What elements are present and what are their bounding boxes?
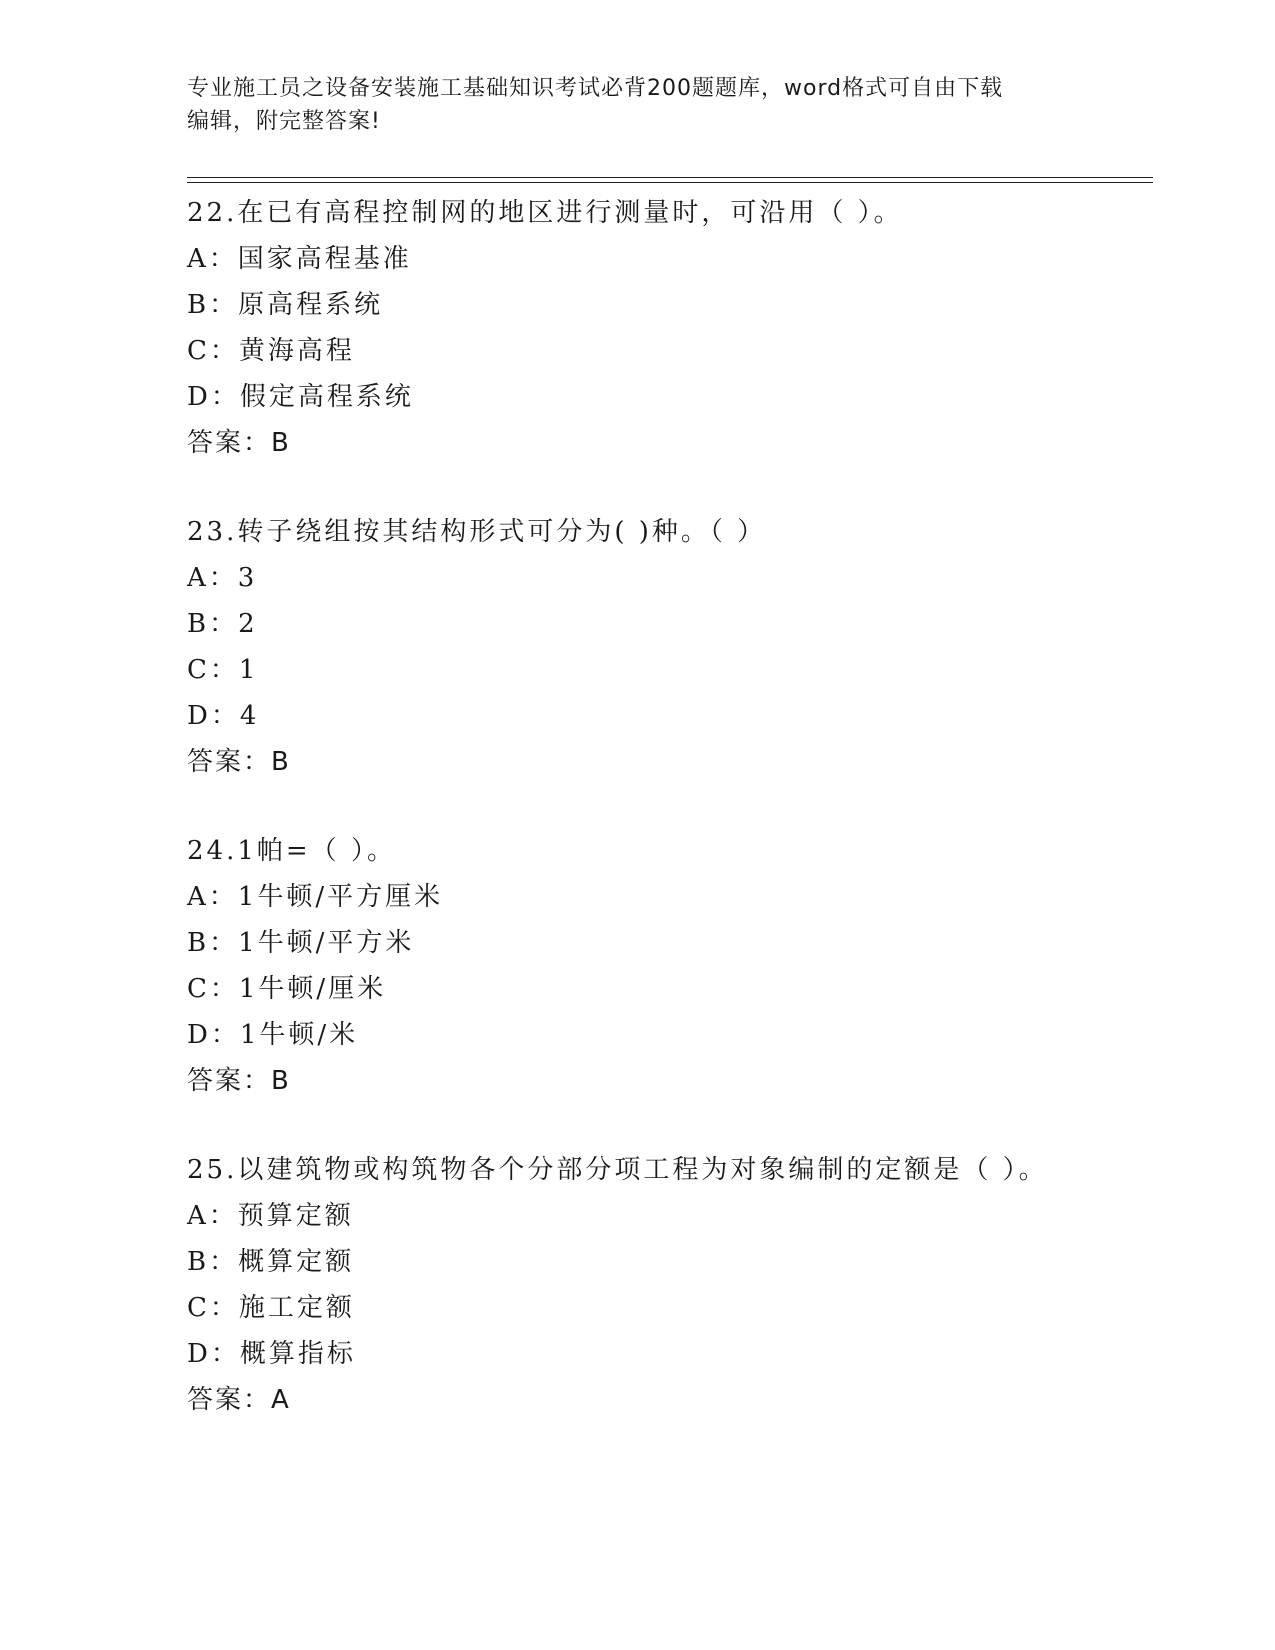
option-b: B：原高程系统 bbox=[187, 290, 384, 320]
option-d: D：概算指标 bbox=[187, 1339, 356, 1369]
question-stem: 22.在已有高程控制网的地区进行测量时，可沿用（ ）。 bbox=[187, 198, 903, 228]
header-divider-bottom bbox=[187, 182, 1153, 183]
option-a: A：国家高程基准 bbox=[187, 244, 412, 274]
question-25 bbox=[187, 1147, 1187, 1423]
document-title-line-2: 编辑，附完整答案! bbox=[187, 109, 381, 134]
option-d: D：假定高程系统 bbox=[187, 382, 414, 412]
option-c: C：1牛顿/厘米 bbox=[187, 974, 387, 1004]
option-b: B：2 bbox=[187, 609, 258, 639]
document-title-line-1: 专业施工员之设备安装施工基础知识考试必背200题题库，word格式可自由下载 bbox=[187, 76, 1004, 101]
answer: 答案：A bbox=[187, 1385, 291, 1415]
question-stem: 24.1帕=（ ）。 bbox=[187, 836, 396, 866]
question-23 bbox=[187, 509, 1187, 785]
option-b: B：1牛顿/平方米 bbox=[187, 928, 415, 958]
question-stem: 23.转子绕组按其结构形式可分为( )种。（ ） bbox=[187, 517, 767, 547]
question-24 bbox=[187, 828, 1187, 1104]
question-stem: 25.以建筑物或构筑物各个分部分项工程为对象编制的定额是（ ）。 bbox=[187, 1155, 1048, 1185]
answer: 答案：B bbox=[187, 747, 291, 777]
option-c: C：1 bbox=[187, 655, 259, 685]
question-22 bbox=[187, 190, 1187, 466]
option-a: A：预算定额 bbox=[187, 1201, 354, 1231]
option-a: A：1牛顿/平方厘米 bbox=[187, 882, 444, 912]
option-c: C：施工定额 bbox=[187, 1293, 355, 1323]
answer: 答案：B bbox=[187, 1066, 291, 1096]
option-d: D：4 bbox=[187, 701, 260, 731]
option-c: C：黄海高程 bbox=[187, 336, 355, 366]
answer: 答案：B bbox=[187, 428, 291, 458]
option-d: D：1牛顿/米 bbox=[187, 1020, 359, 1050]
option-b: B：概算定额 bbox=[187, 1247, 355, 1277]
document-title bbox=[187, 72, 1087, 138]
header-divider-top bbox=[187, 177, 1153, 178]
option-a: A：3 bbox=[187, 563, 258, 593]
